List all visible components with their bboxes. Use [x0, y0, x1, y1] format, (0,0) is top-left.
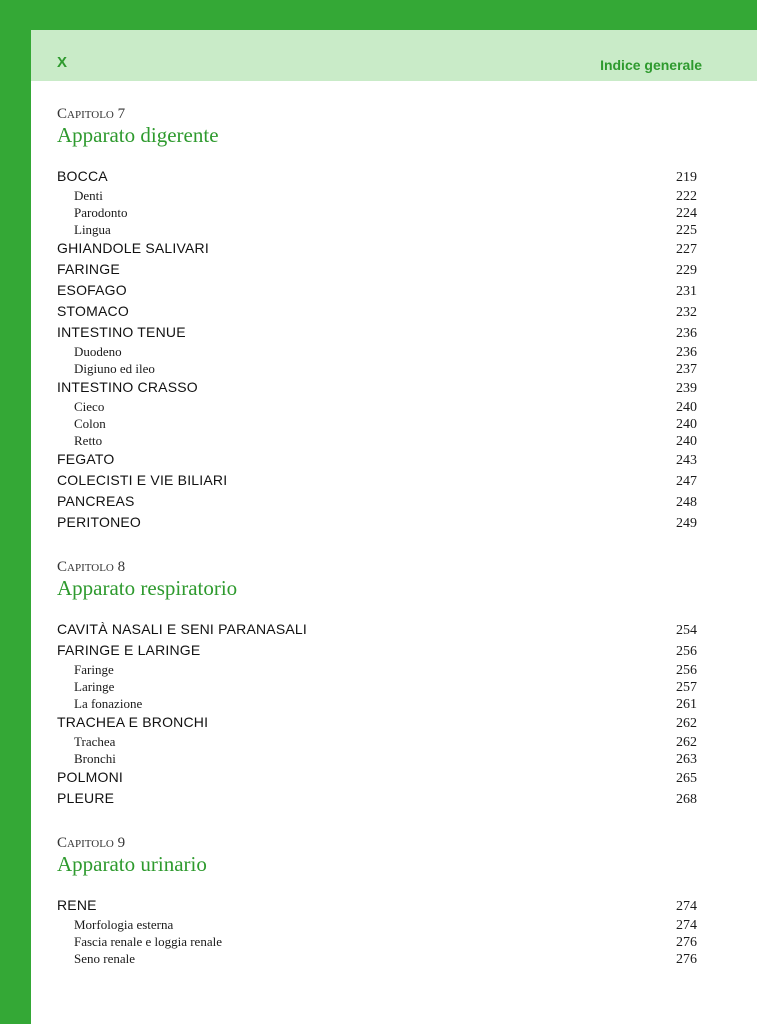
entry-title: Parodonto [74, 205, 128, 220]
entry-page-number: 243 [676, 453, 697, 468]
toc-entry [57, 166, 697, 187]
entry-title: TRACHEA E BRONCHI [57, 714, 209, 730]
entry-page-number: 262 [676, 735, 697, 750]
side-green-bar [0, 0, 31, 1024]
entry-page-number: 249 [676, 516, 697, 531]
entry-page-number: 229 [676, 263, 697, 278]
entry-page-number: 257 [676, 680, 697, 695]
entry-title: Cieco [74, 399, 105, 414]
entry-page-number: 240 [676, 434, 697, 449]
toc-entry [57, 470, 697, 491]
entry-title: Seno renale [74, 951, 136, 966]
toc-subentry [57, 187, 697, 204]
entry-title: Trachea [74, 734, 116, 749]
toc-subentry [57, 204, 697, 221]
entry-title: Morfologia esterna [74, 917, 174, 932]
toc-subentry [57, 916, 697, 933]
entry-title: POLMONI [57, 769, 123, 785]
entry-page-number: 240 [676, 417, 697, 432]
entry-page-number: 232 [676, 305, 697, 320]
entry-title: Faringe [74, 662, 114, 677]
toc-entry [57, 895, 697, 916]
entry-title: PERITONEO [57, 514, 142, 530]
entry-page-number: 236 [676, 326, 697, 341]
toc-subentry [57, 661, 697, 678]
toc-entry [57, 280, 697, 301]
chapter-title: Apparato digerente [57, 123, 219, 147]
entry-page-number: 268 [676, 792, 697, 807]
entry-title: FARINGE E LARINGE [57, 642, 201, 658]
toc-subentry [57, 950, 697, 967]
entry-title: Retto [74, 433, 103, 448]
entry-page-number: 240 [676, 400, 697, 415]
chapter-label: Capitolo 9 [57, 835, 126, 851]
entry-title: Duodeno [74, 344, 122, 359]
entry-page-number: 219 [676, 170, 697, 185]
entry-title: Fascia renale e loggia renale [74, 934, 222, 949]
toc-subentry [57, 221, 697, 238]
toc-subentry [57, 415, 697, 432]
entry-title: INTESTINO CRASSO [57, 379, 198, 395]
toc-subentry [57, 398, 697, 415]
entry-title: RENE [57, 897, 97, 913]
entry-title: GHIANDOLE SALIVARI [57, 240, 209, 256]
table-of-contents [57, 105, 697, 992]
entry-title: PLEURE [57, 790, 115, 806]
entry-page-number: 274 [676, 918, 697, 933]
entry-title: Laringe [74, 679, 115, 694]
chapter-section [57, 834, 697, 967]
entry-title: Denti [74, 188, 103, 203]
entry-title: La fonazione [74, 696, 143, 711]
top-green-bar [0, 0, 757, 30]
chapter-title: Apparato respiratorio [57, 576, 238, 600]
toc-subentry [57, 678, 697, 695]
entry-page-number: 262 [676, 716, 697, 731]
toc-entry [57, 712, 697, 733]
page-number: X [57, 54, 68, 71]
entry-title: STOMACO [57, 303, 129, 319]
chapter-section [57, 105, 697, 533]
toc-subentry [57, 360, 697, 377]
toc-entry [57, 767, 697, 788]
entry-title: Digiuno ed ileo [74, 361, 155, 376]
toc-entry [57, 301, 697, 322]
toc-entry [57, 640, 697, 661]
toc-entry [57, 619, 697, 640]
toc-entry [57, 449, 697, 470]
entry-page-number: 256 [676, 644, 697, 659]
toc-entry [57, 491, 697, 512]
page-header [31, 30, 757, 81]
entry-page-number: 248 [676, 495, 697, 510]
entry-page-number: 222 [676, 189, 697, 204]
toc-entry [57, 512, 697, 533]
chapter-title: Apparato urinario [57, 852, 207, 876]
entry-page-number: 265 [676, 771, 697, 786]
entry-page-number: 224 [676, 206, 697, 221]
toc-subentry [57, 343, 697, 360]
entry-page-number: 225 [676, 223, 697, 238]
entry-title: FARINGE [57, 261, 120, 277]
entry-page-number: 256 [676, 663, 697, 678]
entry-page-number: 274 [676, 899, 697, 914]
chapter-label: Capitolo 8 [57, 559, 126, 575]
toc-entry [57, 322, 697, 343]
entry-title: Bronchi [74, 751, 116, 766]
toc-subentry [57, 733, 697, 750]
entry-title: Lingua [74, 222, 111, 237]
entry-title: COLECISTI E VIE BILIARI [57, 472, 228, 488]
entry-page-number: 276 [676, 935, 697, 950]
toc-subentry [57, 750, 697, 767]
entry-page-number: 227 [676, 242, 697, 257]
chapter-label: Capitolo 7 [57, 106, 126, 122]
entry-page-number: 231 [676, 284, 697, 299]
entry-page-number: 237 [676, 362, 697, 377]
entry-title: PANCREAS [57, 493, 135, 509]
entry-page-number: 254 [676, 623, 697, 638]
entry-title: Colon [74, 416, 106, 431]
toc-entry [57, 238, 697, 259]
running-title: Indice generale [600, 57, 702, 73]
entry-title: BOCCA [57, 168, 108, 184]
entry-page-number: 236 [676, 345, 697, 360]
entry-title: ESOFAGO [57, 282, 127, 298]
toc-entry [57, 259, 697, 280]
entry-title: INTESTINO TENUE [57, 324, 186, 340]
entry-title: FEGATO [57, 451, 115, 467]
entry-title: CAVITÀ NASALI E SENI PARANASALI [57, 621, 307, 637]
entry-page-number: 263 [676, 752, 697, 767]
toc-subentry [57, 695, 697, 712]
entry-page-number: 261 [676, 697, 697, 712]
entry-page-number: 247 [676, 474, 697, 489]
toc-subentry [57, 432, 697, 449]
entry-page-number: 276 [676, 952, 697, 967]
toc-entry [57, 377, 697, 398]
entry-page-number: 239 [676, 381, 697, 396]
chapter-section [57, 558, 697, 809]
toc-subentry [57, 933, 697, 950]
toc-entry [57, 788, 697, 809]
